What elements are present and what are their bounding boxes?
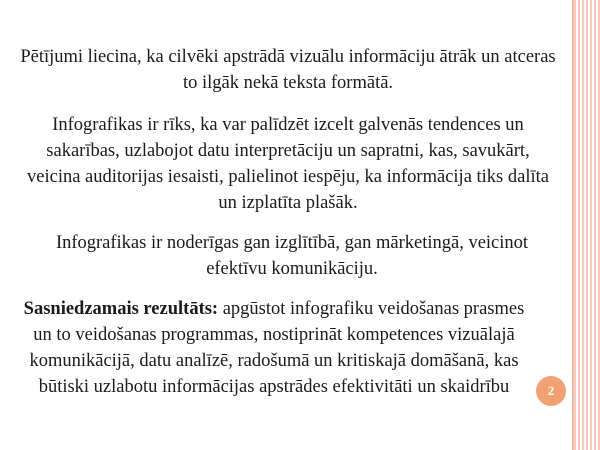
expected-result-text: apgūstot infografiku veidošanas prasmes un to veidošanas programmas, nostiprināt kompetences vizuālajā komunikācijā, datu analīzē, radošumā un kritiskajā domāšanā, kas būtiski uzlabotu informācijas apstrādes efektivitāti un skaidrību <box>29 299 525 397</box>
paragraph-infographics-usefulness: Infografikas ir noderīgas gan izglītībā, gan mārketingā, veicinot efektīvu komunikāciju. <box>55 233 529 279</box>
paragraph-expected-result <box>18 296 558 400</box>
page-number-badge: 2 <box>536 376 566 406</box>
decorative-stripes <box>574 0 600 450</box>
slide-content <box>18 44 558 400</box>
paragraph-research: Pētījumi liecina, ka cilvēki apstrādā vizuālu informāciju ātrāk un atceras to ilgāk nekā teksta formātā. <box>20 47 556 93</box>
paragraph-infographics-tool: Infografikas ir rīks, ka var palīdzēt izcelt galvenās tendences un sakarības, uzlabojot datu interpretāciju un sapratni, kas, savukārt, veicina auditorijas iesaisti, palielinot iespēju, ka informācija tiks dalīta un izplatīta plašāk. <box>27 115 549 213</box>
expected-result-label: Sasniedzamais rezultāts: <box>23 299 219 319</box>
